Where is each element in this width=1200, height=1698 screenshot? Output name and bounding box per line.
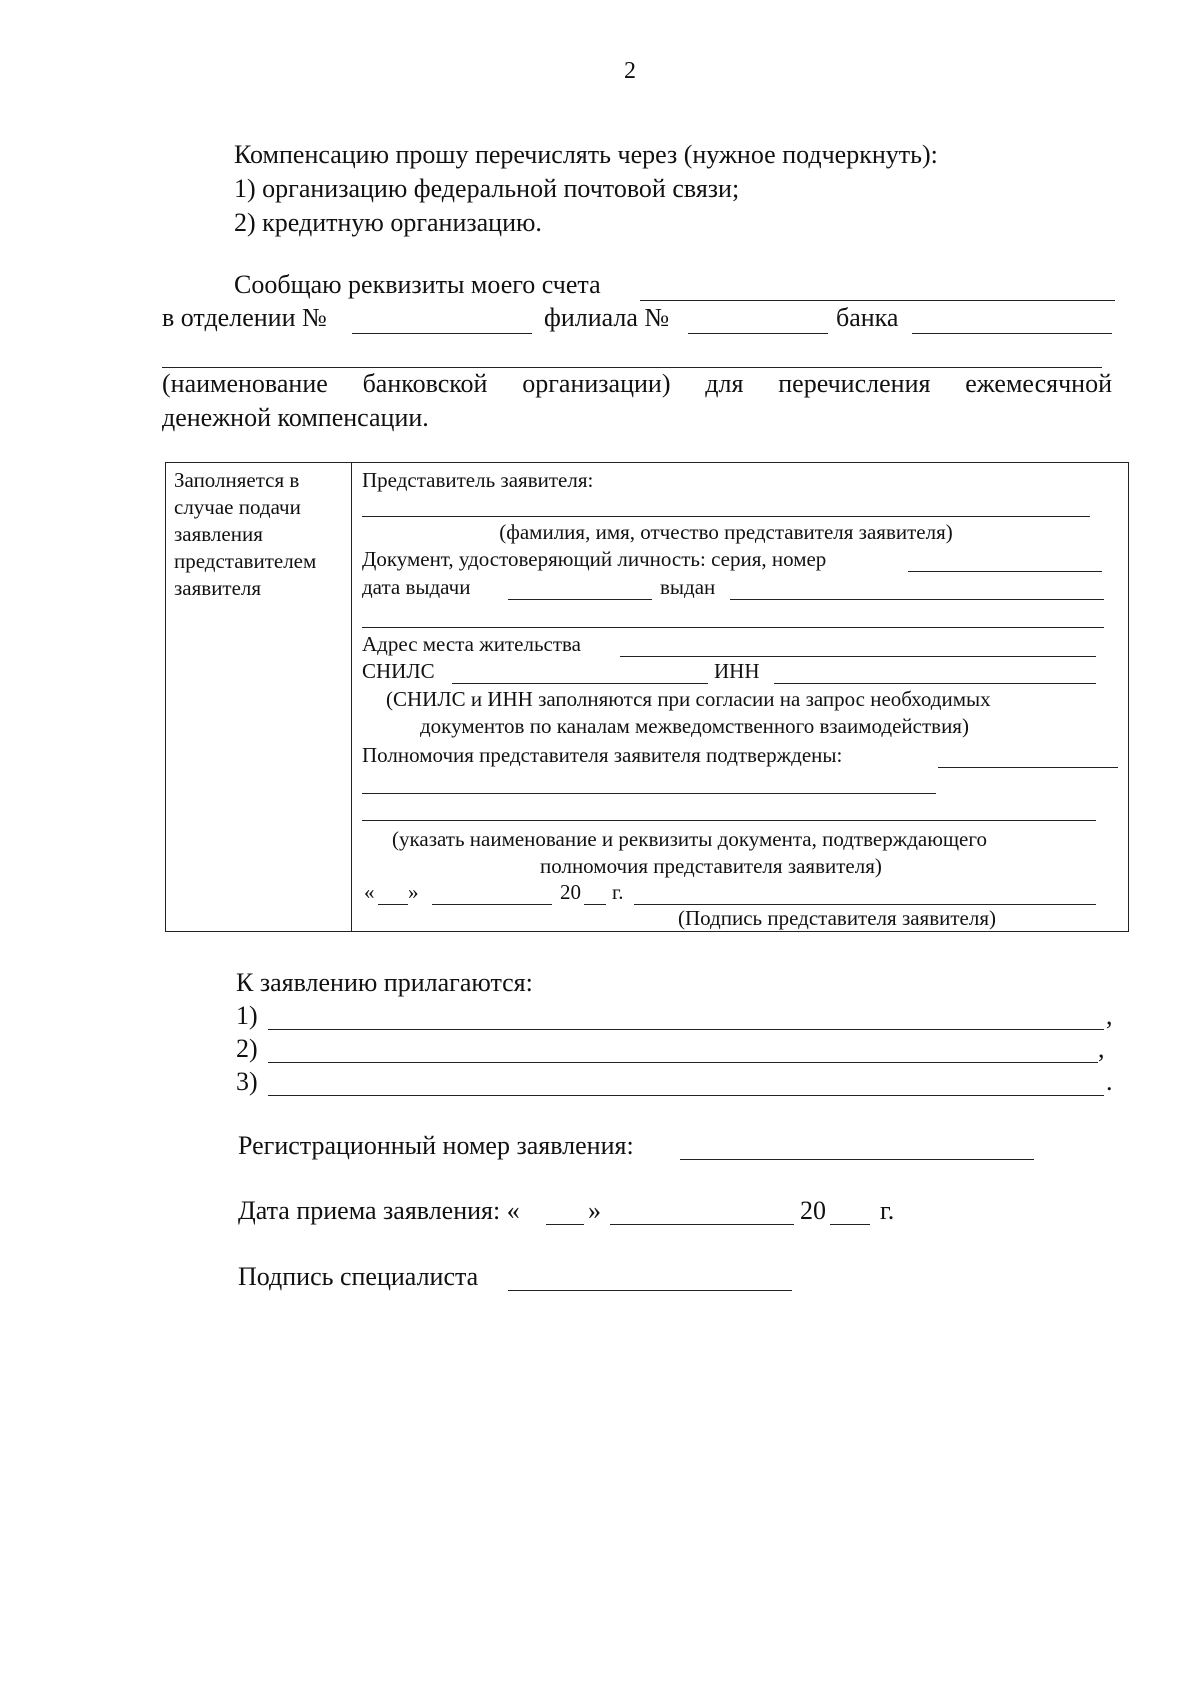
address-field[interactable] [620,656,1096,657]
snils-label: СНИЛС [362,659,435,683]
year-suffix: г. [612,880,624,904]
year-field[interactable] [584,904,606,905]
date-close-quote: » [408,880,419,904]
issue-date-label: дата выдачи [362,575,471,599]
snils-note-continued: документов по каналам межведомственного взаимодействия) [420,714,969,738]
year-prefix: 20 [560,880,581,904]
date-open-quote: « [364,880,375,904]
page-number: 2 [624,58,636,84]
id-doc-label: Документ, удостоверяющий личность: серия, номер [362,547,827,571]
specialist-label: Подпись специалиста [238,1262,479,1291]
representative-signature-field[interactable] [634,904,1096,905]
date-label: Дата приема заявления: « [238,1196,520,1225]
inn-label: ИНН [714,659,760,683]
dept-label: в отделении № [162,303,327,332]
receipt-year-prefix: 20 [800,1196,826,1225]
left-cell-line: заявителя [174,576,262,600]
attachment-end-mark: . [1106,1067,1113,1096]
representative-name-field[interactable] [362,516,1090,517]
attachment-number: 3) [236,1067,258,1096]
receipt-year-suffix: г. [880,1196,895,1225]
reg-number-field[interactable] [680,1159,1034,1160]
attachments-heading: К заявлению прилагаются: [236,968,533,997]
attachment-field[interactable] [268,1062,1098,1063]
specialist-signature-field[interactable] [508,1290,792,1291]
table-divider [351,462,352,932]
account-line-label: Сообщаю реквизиты моего счета [234,270,601,299]
compensation-heading: Компенсацию прошу перечислять через (нужное подчеркнуть): [234,140,938,169]
left-cell-line: представителем [174,549,317,573]
snils-note: (СНИЛС и ИНН заполняются при согласии на запрос необходимых [386,687,991,711]
attachment-field[interactable] [268,1095,1104,1096]
signature-caption: (Подпись представителя заявителя) [678,906,997,930]
powers-document-field[interactable] [362,820,1096,821]
attachment-number: 1) [236,1001,258,1030]
reg-number-label: Регистрационный номер заявления: [238,1131,634,1160]
bank-name-caption: (наименование банковской организации) для перечисления ежемесячной [162,369,1112,398]
representative-name-caption: (фамилия, имя, отчество представителя заявителя) [499,520,953,544]
address-label: Адрес места жительства [362,632,581,656]
account-number-field[interactable] [640,300,1115,301]
attachment-end-mark: , [1098,1034,1105,1063]
branch-label: филиала № [544,303,670,332]
issued-by-field-continued[interactable] [362,627,1104,628]
receipt-year-field[interactable] [830,1224,870,1225]
compensation-option-post[interactable]: 1) организацию федеральной почтовой связи; [234,174,740,203]
dept-number-field[interactable] [352,333,532,334]
attachment-number: 2) [236,1034,258,1063]
receipt-month-field[interactable] [610,1224,794,1225]
inn-field[interactable] [774,683,1096,684]
attachment-end-mark: , [1106,1001,1113,1030]
compensation-option-bank[interactable]: 2) кредитную организацию. [234,208,542,237]
left-cell-line: Заполняется в [174,468,300,492]
left-cell-line: случае подачи [174,495,301,519]
day-field[interactable] [378,904,408,905]
month-field[interactable] [432,904,552,905]
bank-field[interactable] [912,333,1112,334]
bank-caption-continued: денежной компенсации. [162,403,429,432]
receipt-close-quote: » [588,1196,601,1225]
powers-document-caption-continued: полномочия представителя заявителя) [540,854,882,878]
powers-field[interactable] [938,767,1118,768]
attachment-field[interactable] [268,1029,1104,1030]
powers-document-caption: (указать наименование и реквизиты документа, подтверждающего [392,827,987,851]
issued-by-label: выдан [660,575,716,599]
powers-label: Полномочия представителя заявителя подтверждены: [362,743,843,767]
receipt-day-field[interactable] [546,1224,584,1225]
representative-title: Представитель заявителя: [362,468,594,492]
bank-label: банка [836,303,899,332]
issued-by-field[interactable] [730,599,1104,600]
branch-number-field[interactable] [688,333,828,334]
issue-date-field[interactable] [508,599,652,600]
id-doc-series-field[interactable] [908,571,1102,572]
powers-field-continued[interactable] [362,793,936,794]
left-cell-line: заявления [174,522,263,546]
snils-field[interactable] [452,683,708,684]
bank-name-field[interactable] [162,367,1102,368]
